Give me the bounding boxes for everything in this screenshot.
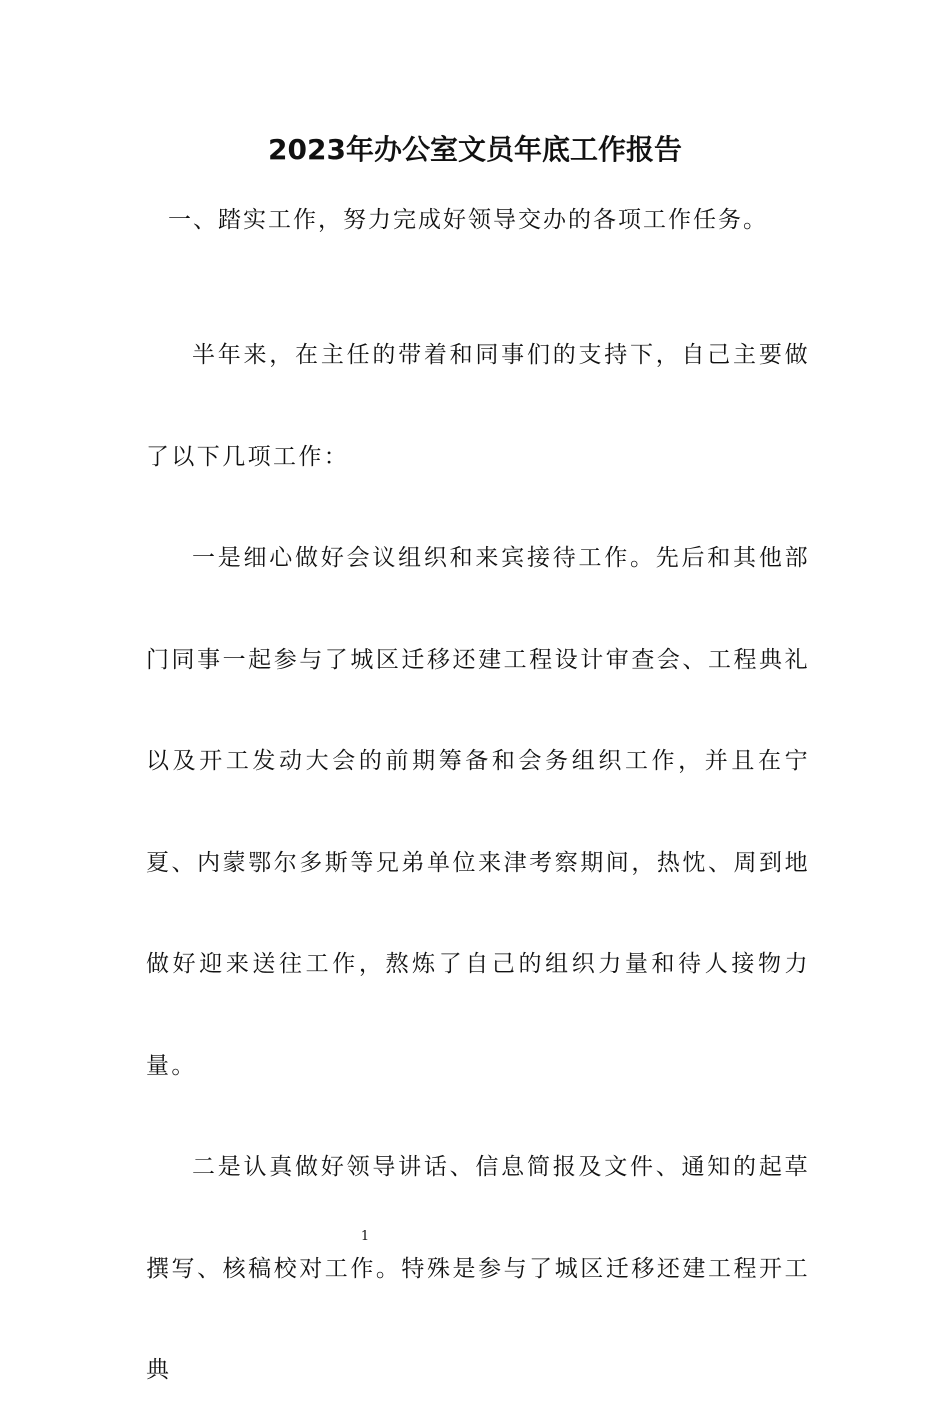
paragraph-item-one: 一是细心做好会议组织和来宾接待工作。先后和其他部门同事一起参与了城区迁移还建工程设计审查会、工程典礼以及开工发动大会的前期筹备和会务组织工作，并且在宁夏、内蒙鄂尔多斯等兄弟单位来津考察期间，热忱、周到地做好迎来送往工作，熬炼了自己的组织力量和待人接物力量。 [146, 545, 810, 1079]
document-title: 2023年办公室文员年底工作报告 [268, 133, 682, 166]
section-heading: 一、踏实工作，努力完成好领导交办的各项工作任务。 [168, 207, 768, 233]
paragraph-item-two: 二是认真做好领导讲话、信息简报及文件、通知的起草撰写、核稿校对工作。特殊是参与了城区迁移还建工程开工典 [146, 1154, 810, 1383]
page-number: 1 [360, 1229, 370, 1244]
paragraph-intro: 半年来，在主任的带着和同事们的支持下，自己主要做了以下几项工作： [146, 342, 810, 470]
document-body [146, 305, 810, 1422]
